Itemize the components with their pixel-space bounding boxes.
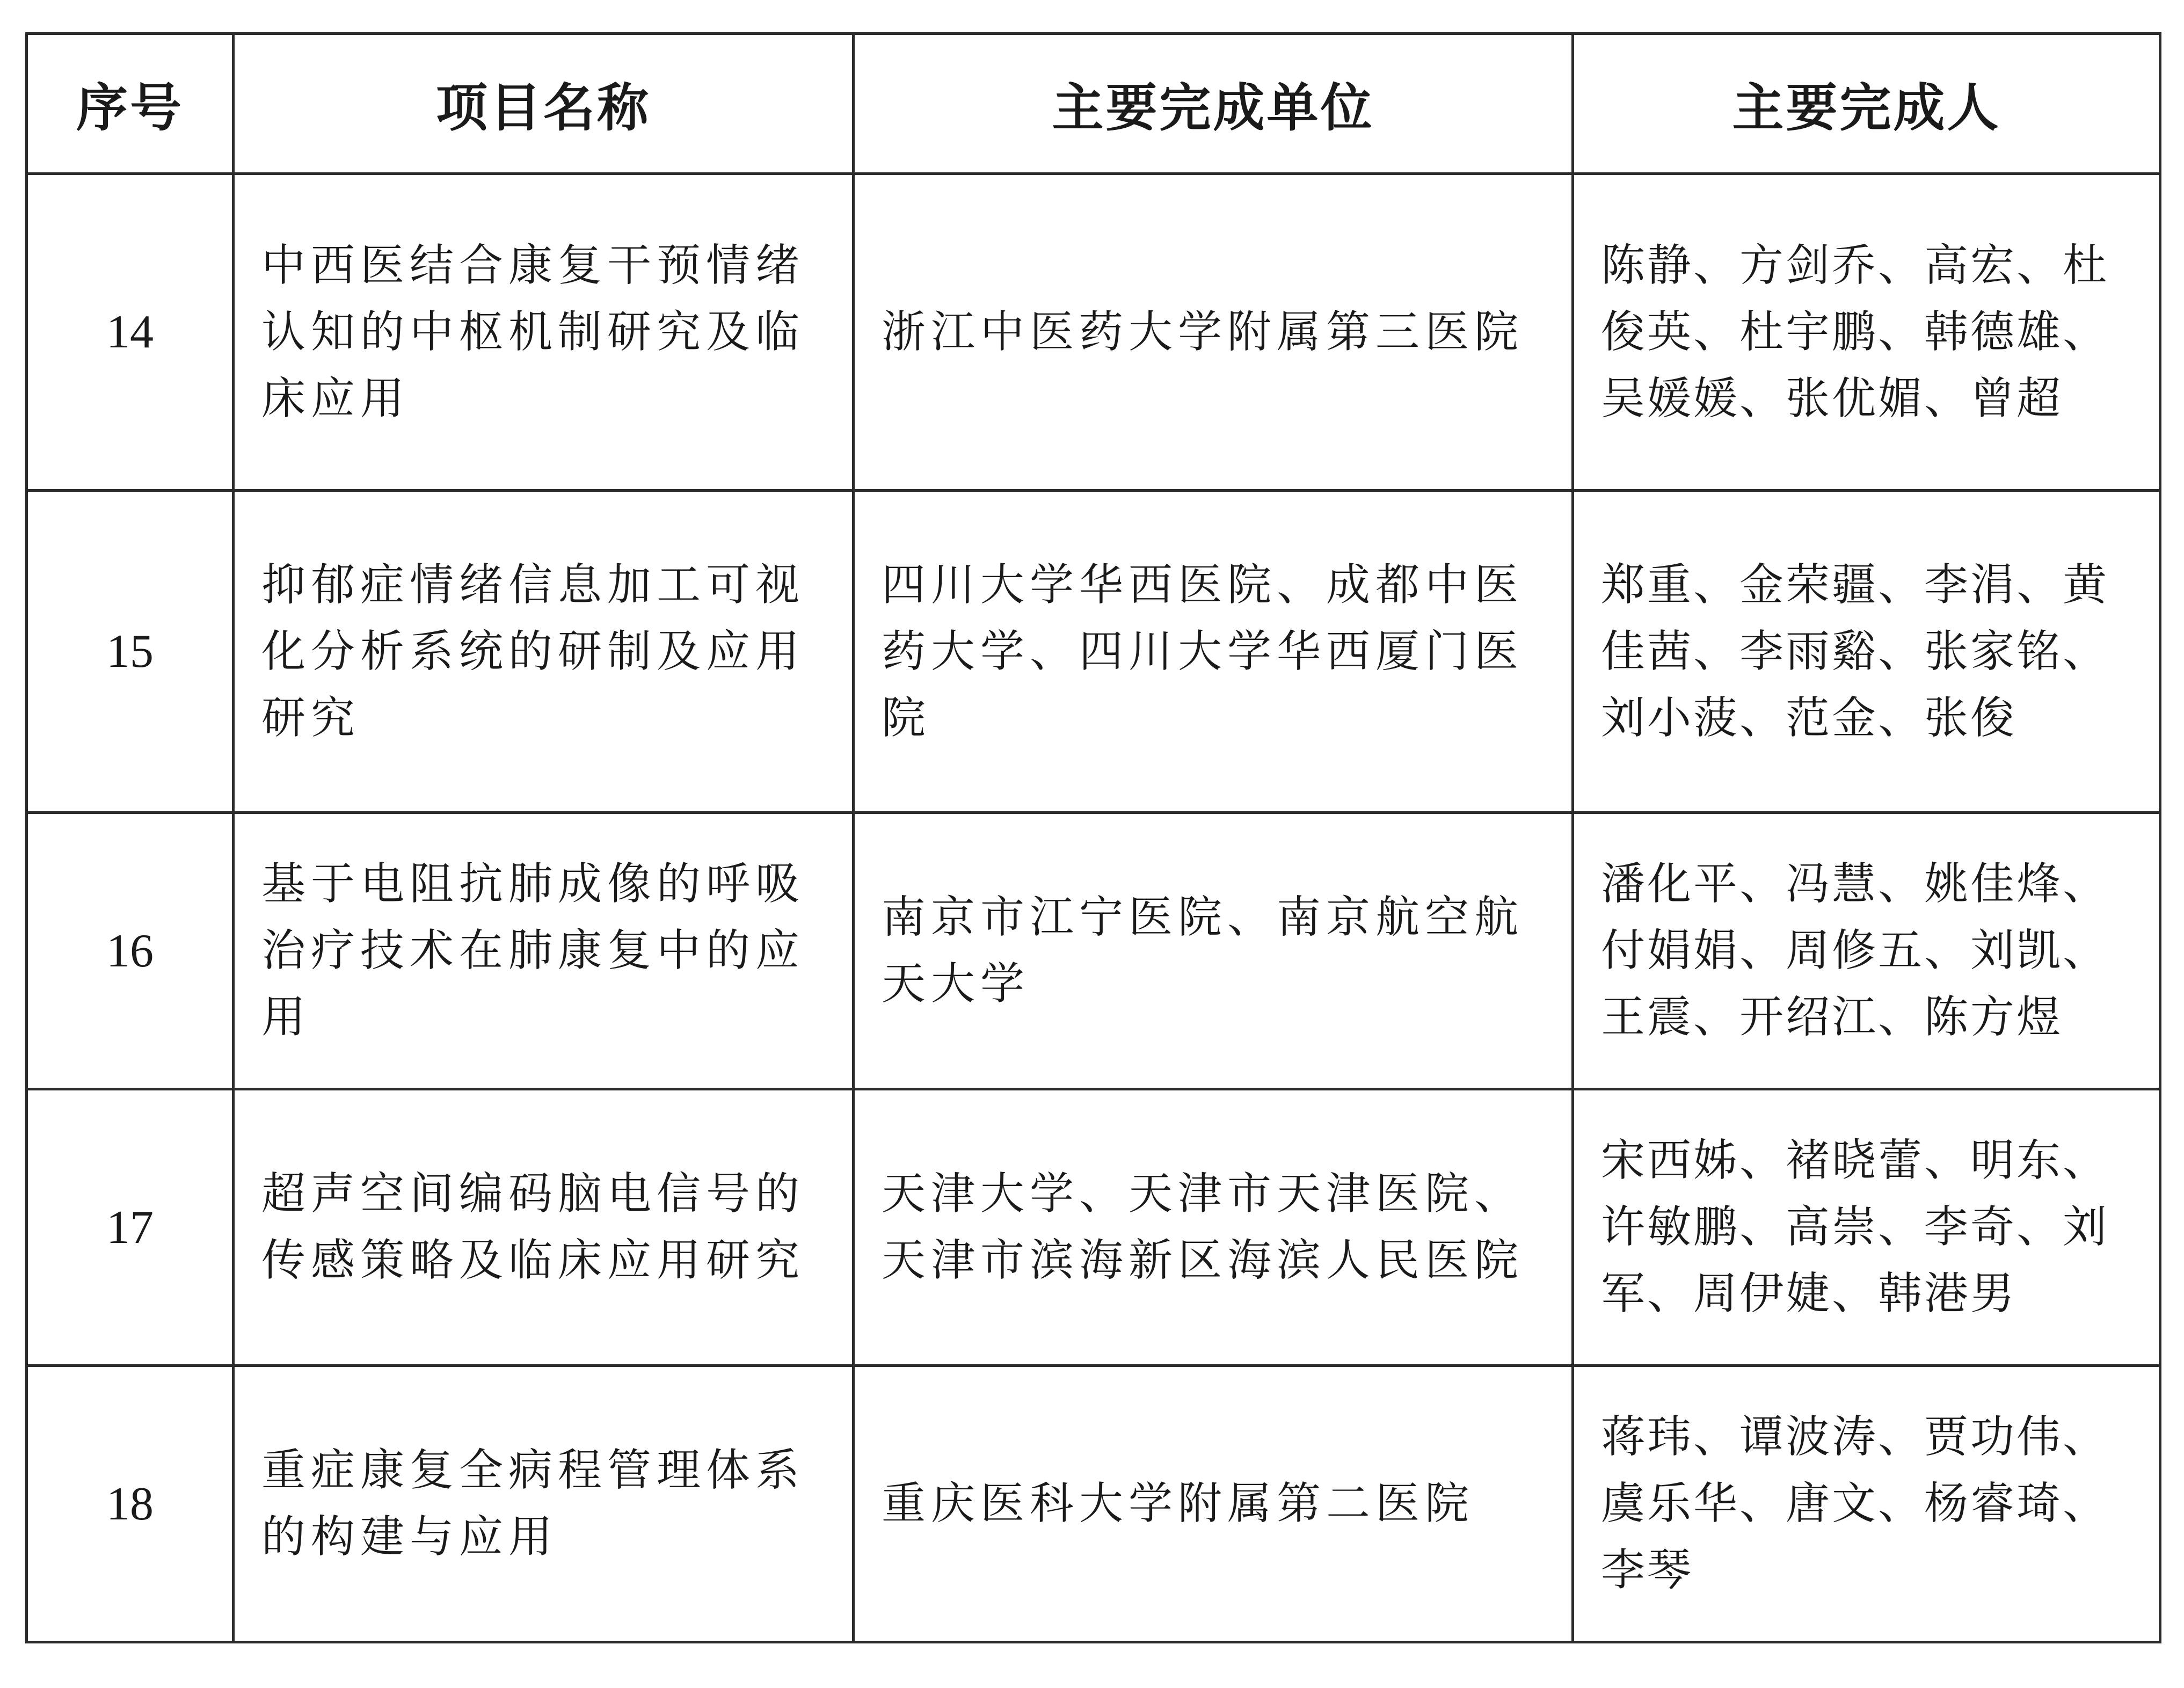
- completing-unit: 天津大学、天津市天津医院、天津市滨海新区海滨人民医院: [854, 1089, 1573, 1366]
- completing-unit: 四川大学华西医院、成都中医药大学、四川大学华西厦门医院: [854, 491, 1573, 813]
- table-row: [27, 491, 2160, 813]
- completing-people: 陈静、方剑乔、高宏、杜俊英、杜宇鹏、韩德雄、吴媛媛、张优媚、曾超: [1573, 174, 2160, 491]
- row-number: 15: [27, 491, 234, 813]
- row-number: 16: [27, 813, 234, 1089]
- completing-unit: 重庆医科大学附属第二医院: [854, 1366, 1573, 1642]
- table-row: [27, 1366, 2160, 1642]
- project-name: 重症康复全病程管理体系的构建与应用: [234, 1366, 854, 1642]
- table-row: [27, 174, 2160, 491]
- row-number: 14: [27, 174, 234, 491]
- header-project: 项目名称: [234, 34, 854, 174]
- project-name: 抑郁症情绪信息加工可视化分析系统的研制及应用研究: [234, 491, 854, 813]
- row-number: 17: [27, 1089, 234, 1366]
- header-no: 序号: [27, 34, 234, 174]
- header-row: [27, 34, 2160, 174]
- awards-table: [25, 32, 2161, 1643]
- table-body: [27, 174, 2160, 1642]
- completing-people: 宋西姊、褚晓蕾、明东、许敏鹏、高崇、李奇、刘军、周伊婕、韩港男: [1573, 1089, 2160, 1366]
- completing-unit: 浙江中医药大学附属第三医院: [854, 174, 1573, 491]
- project-name: 基于电阻抗肺成像的呼吸治疗技术在肺康复中的应用: [234, 813, 854, 1089]
- completing-people: 潘化平、冯慧、姚佳烽、付娟娟、周修五、刘凯、王震、开绍江、陈方煜: [1573, 813, 2160, 1089]
- header-people: 主要完成人: [1573, 34, 2160, 174]
- completing-unit: 南京市江宁医院、南京航空航天大学: [854, 813, 1573, 1089]
- completing-people: 蒋玮、谭波涛、贾功伟、虞乐华、唐文、杨睿琦、李琴: [1573, 1366, 2160, 1642]
- row-number: 18: [27, 1366, 234, 1642]
- project-name: 超声空间编码脑电信号的传感策略及临床应用研究: [234, 1089, 854, 1366]
- table-header: [27, 34, 2160, 174]
- header-unit: 主要完成单位: [854, 34, 1573, 174]
- project-name: 中西医结合康复干预情绪认知的中枢机制研究及临床应用: [234, 174, 854, 491]
- table-row: [27, 813, 2160, 1089]
- table-row: [27, 1089, 2160, 1366]
- completing-people: 郑重、金荣疆、李涓、黄佳茜、李雨谿、张家铭、刘小菠、范金、张俊: [1573, 491, 2160, 813]
